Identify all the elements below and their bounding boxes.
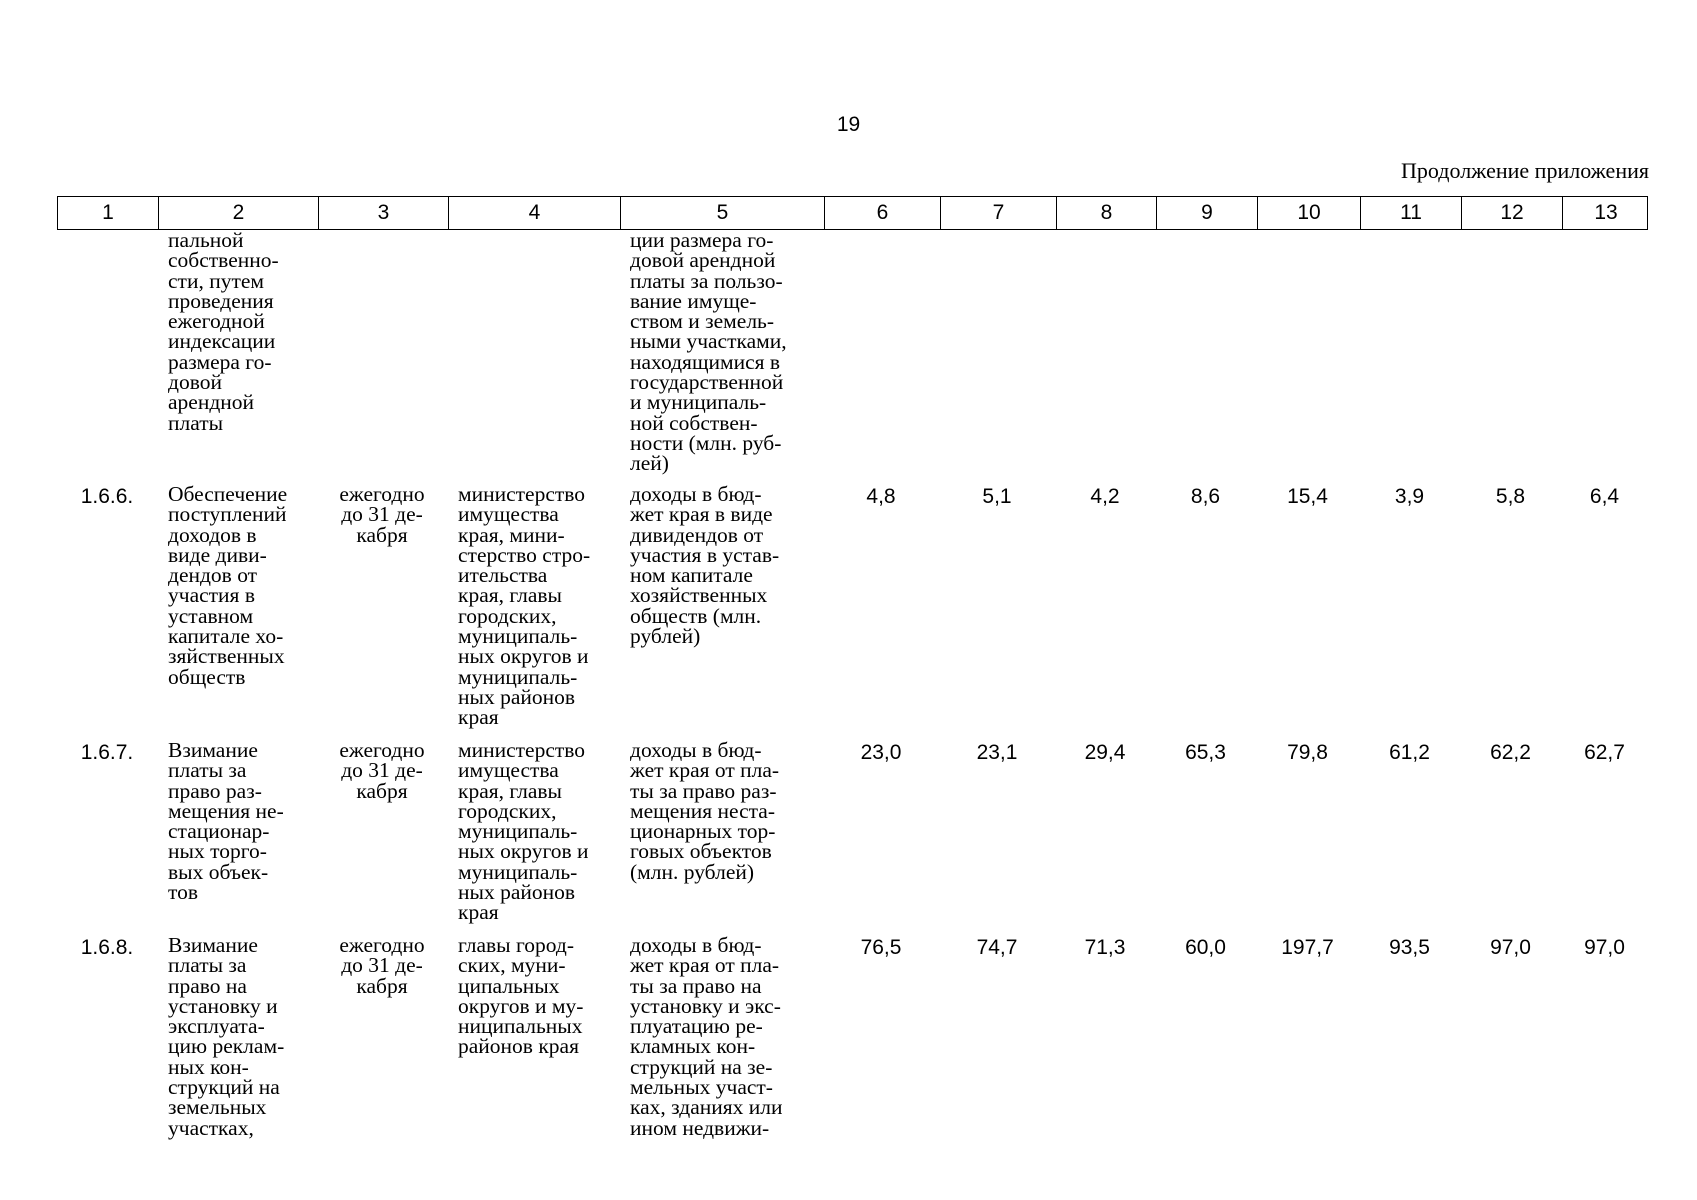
executor-cell: министерство имущества края, главы городских, муниципаль- ных округов и муниципаль- ных районов края: [458, 738, 589, 925]
term-cell: ежегодно до 31 де- кабря: [339, 933, 425, 998]
value-cell-col-6: 23,0: [860, 741, 902, 764]
row-number: 1.6.6.: [80, 485, 134, 508]
value-cell-col-13: 62,7: [1584, 741, 1625, 764]
header-col-1: 1: [102, 201, 114, 224]
value-cell-col-9: 60,0: [1185, 936, 1226, 959]
header-col-4: 4: [448, 197, 620, 229]
header-col-9: 9: [1156, 197, 1257, 229]
executor-cell: министерство имущества края, мини- стерство стро- ительства края, главы городских, муниципаль- ных округов и муниципаль- ных районов края: [458, 482, 591, 730]
value-cell-col-9: 65,3: [1185, 741, 1226, 764]
value-cell-col-11: 93,5: [1389, 936, 1430, 959]
term-cell: ежегодно до 31 де- кабря: [339, 738, 425, 803]
row-number: 1.6.7.: [80, 741, 134, 764]
indicator-cell: ции размера го- довой арендной платы за пользо- вание имуще- ством и земель- ными участками, находящимися в государственной и муниципаль- ной собствен- ности (млн. руб- лей): [630, 228, 787, 476]
measure-cell: Обеспечение поступлений доходов в виде диви- дендов от участия в уставном капитале хо- зяйственных обществ: [168, 482, 288, 689]
value-cell-col-12: 97,0: [1490, 936, 1531, 959]
value-cell-col-8: 4,2: [1090, 485, 1120, 508]
value-cell-col-8: 71,3: [1084, 936, 1126, 959]
header-col-8: 8: [1056, 197, 1156, 229]
measure-cell: пальной собственно- сти, путем проведения ежегодной индексации размера го- довой арендной платы: [168, 228, 279, 435]
value-cell-col-11: 3,9: [1394, 485, 1425, 508]
page-number: 19: [836, 113, 861, 136]
row-number: 1.6.8.: [80, 936, 134, 959]
indicator-cell: доходы в бюд- жет края в виде дивидендов от участия в устав- ном капитале хозяйственных обществ (млн. рублей): [630, 482, 780, 649]
value-cell-col-9: 8,6: [1190, 485, 1221, 508]
indicator-cell: доходы в бюд- жет края от пла- ты за право раз- мещения неста- ционарных тор- говых объектов (млн. рублей): [630, 738, 780, 884]
header-col-7: 7: [940, 197, 1056, 229]
value-cell-col-7: 23,1: [976, 741, 1018, 764]
measure-cell: Взимание платы за право раз- мещения не- стационар- ных торго- вых объек- тов: [168, 738, 284, 905]
value-cell-col-10: 79,8: [1287, 741, 1328, 764]
value-cell-col-6: 4,8: [866, 485, 896, 508]
header-col-12: 12: [1461, 197, 1562, 229]
table-header-row: [57, 196, 1648, 230]
value-cell-col-12: 5,8: [1495, 485, 1526, 508]
value-cell-col-8: 29,4: [1084, 741, 1126, 764]
value-cell-col-6: 76,5: [860, 936, 902, 959]
indicator-cell: доходы в бюд- жет края от пла- ты за право на установку и экс- плуатацию ре- кламных кон- струкций на зе- мельных участ- ках, зданиях или ином недвижи-: [630, 933, 783, 1140]
header-col-5: 5: [620, 197, 824, 229]
value-cell-col-7: 74,7: [976, 936, 1018, 959]
term-cell: ежегодно до 31 де- кабря: [339, 482, 425, 547]
header-col-6: 6: [824, 197, 940, 229]
value-cell-col-10: 15,4: [1287, 485, 1328, 508]
value-cell-col-10: 197,7: [1281, 936, 1334, 959]
header-col-3: 3: [318, 197, 448, 229]
measure-cell: Взимание платы за право на установку и эксплуата- цию реклам- ных кон- струкций на земельных участках,: [168, 933, 285, 1140]
header-col-13: 13: [1562, 197, 1649, 229]
executor-cell: главы город- ских, муни- ципальных округов и му- ниципальных районов края: [458, 933, 584, 1059]
value-cell-col-12: 62,2: [1490, 741, 1531, 764]
header-col-2: 2: [158, 197, 318, 229]
header-col-10: 10: [1257, 197, 1360, 229]
value-cell-col-7: 5,1: [982, 485, 1012, 508]
header-col-11: 11: [1360, 197, 1461, 229]
value-cell-col-13: 6,4: [1589, 485, 1620, 508]
continuation-label: Продолжение приложения: [1401, 158, 1649, 183]
value-cell-col-13: 97,0: [1584, 936, 1625, 959]
value-cell-col-11: 61,2: [1389, 741, 1430, 764]
